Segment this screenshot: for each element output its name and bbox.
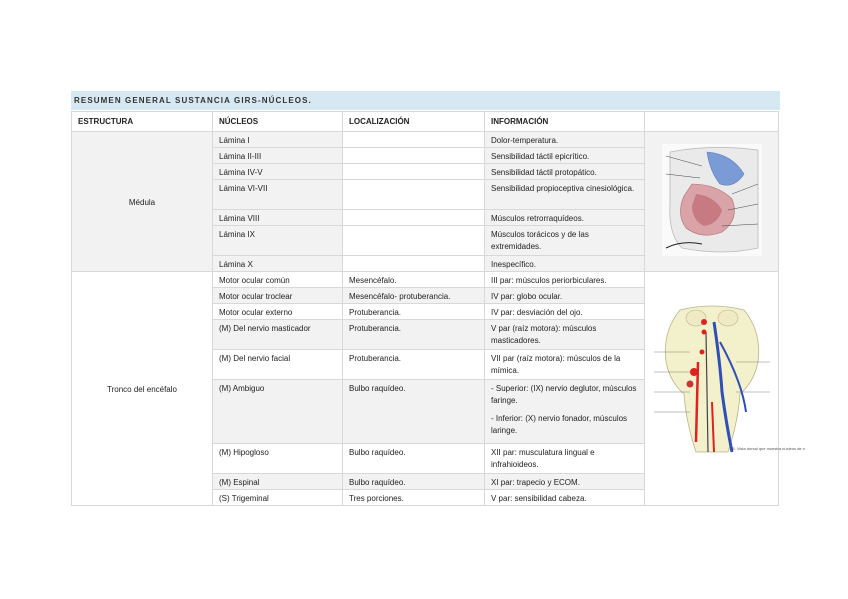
nucleo-cell: Lámina VI-VII — [213, 180, 343, 210]
header-nucleos: NÚCLEOS — [213, 112, 343, 132]
header-image — [645, 112, 779, 132]
nucleo-cell: Motor ocular común — [213, 272, 343, 288]
nucleo-cell: Lámina X — [213, 256, 343, 272]
loc-cell: Mesencéfalo- protuberancia. — [343, 288, 485, 304]
table-row — [72, 272, 779, 288]
info-cell: XI par: trapecio y ECOM. — [485, 474, 645, 490]
info-cell: IV par: desviación del ojo. — [485, 304, 645, 320]
structure-medula: Médula — [72, 132, 213, 272]
nuclei-table — [71, 111, 805, 506]
loc-cell — [343, 180, 485, 210]
info-cell: Músculos retrorraquídeos. — [485, 210, 645, 226]
loc-cell — [343, 256, 485, 272]
loc-cell: Bulbo raquídeo. — [343, 474, 485, 490]
info-cell: Sensibilidad táctil epicrítico. — [485, 148, 645, 164]
loc-cell: Bulbo raquídeo. — [343, 444, 485, 474]
loc-cell — [343, 226, 485, 256]
info-superior: - Superior: (IX) nervio deglutor, músculos faringe. — [491, 384, 637, 405]
info-cell: Dolor-temperatura. — [485, 132, 645, 148]
nucleo-cell: Lámina II-III — [213, 148, 343, 164]
nucleo-cell: Lámina IX — [213, 226, 343, 256]
image-caption: B. Vista dorsal que muestra núcleos de n — [731, 445, 805, 451]
loc-cell: Protuberancia. — [343, 320, 485, 350]
info-cell: V par (raíz motora): músculos masticadores. — [485, 320, 645, 350]
loc-cell: Protuberancia. — [343, 350, 485, 380]
header-estructura: ESTRUCTURA — [72, 112, 213, 132]
loc-cell: Bulbo raquídeo. — [343, 380, 485, 444]
info-cell — [485, 380, 645, 444]
info-inferior: - Inferior: (X) nervio fonador, músculos laringe. — [491, 414, 628, 435]
table-row — [72, 132, 779, 148]
info-cell: Inespecífico. — [485, 256, 645, 272]
loc-cell: Mesencéfalo. — [343, 272, 485, 288]
brainstem-image — [645, 272, 805, 506]
spinal-cord-image — [645, 132, 779, 272]
info-cell: XII par: musculatura lingual e infrahioideos. — [485, 444, 645, 474]
page-title: RESUMEN GENERAL SUSTANCIA GIRS-NÚCLEOS. — [71, 91, 780, 110]
nucleo-cell: Motor ocular externo — [213, 304, 343, 320]
header-localizacion: LOCALIZACIÓN — [343, 112, 485, 132]
loc-cell — [343, 210, 485, 226]
header-row — [72, 112, 779, 132]
info-cell: IV par: globo ocular. — [485, 288, 645, 304]
info-cell: V par: sensibilidad cabeza. — [485, 490, 645, 506]
nucleo-cell: (M) Del nervio masticador — [213, 320, 343, 350]
loc-cell — [343, 148, 485, 164]
loc-cell — [343, 132, 485, 148]
nucleo-cell: (M) Ambiguo — [213, 380, 343, 444]
nucleo-cell: (M) Del nervio facial — [213, 350, 343, 380]
nucleo-cell: (M) Hipogloso — [213, 444, 343, 474]
nucleo-cell: Lámina VIII — [213, 210, 343, 226]
info-cell: Músculos torácicos y de las extremidades. — [485, 226, 645, 256]
nucleo-cell: Motor ocular troclear — [213, 288, 343, 304]
loc-cell: Tres porciones. — [343, 490, 485, 506]
nucleo-cell: Lámina I — [213, 132, 343, 148]
structure-tronco: Tronco del encéfalo — [72, 272, 213, 506]
nucleo-cell: (M) Espinal — [213, 474, 343, 490]
loc-cell: Protuberancia. — [343, 304, 485, 320]
nucleo-cell: Lámina IV-V — [213, 164, 343, 180]
info-cell: III par: músculos periorbiculares. — [485, 272, 645, 288]
info-cell: VII par (raíz motora): músculos de la mímica. — [485, 350, 645, 380]
header-informacion: INFORMACIÓN — [485, 112, 645, 132]
info-cell: Sensibilidad propioceptiva cinesiológica. — [485, 180, 645, 210]
spinal-cord-section-icon — [662, 144, 762, 256]
brainstem-dorsal-view-icon — [650, 302, 805, 472]
info-cell: Sensibilidad táctil protopático. — [485, 164, 645, 180]
loc-cell — [343, 164, 485, 180]
nucleo-cell: (S) Trigeminal — [213, 490, 343, 506]
